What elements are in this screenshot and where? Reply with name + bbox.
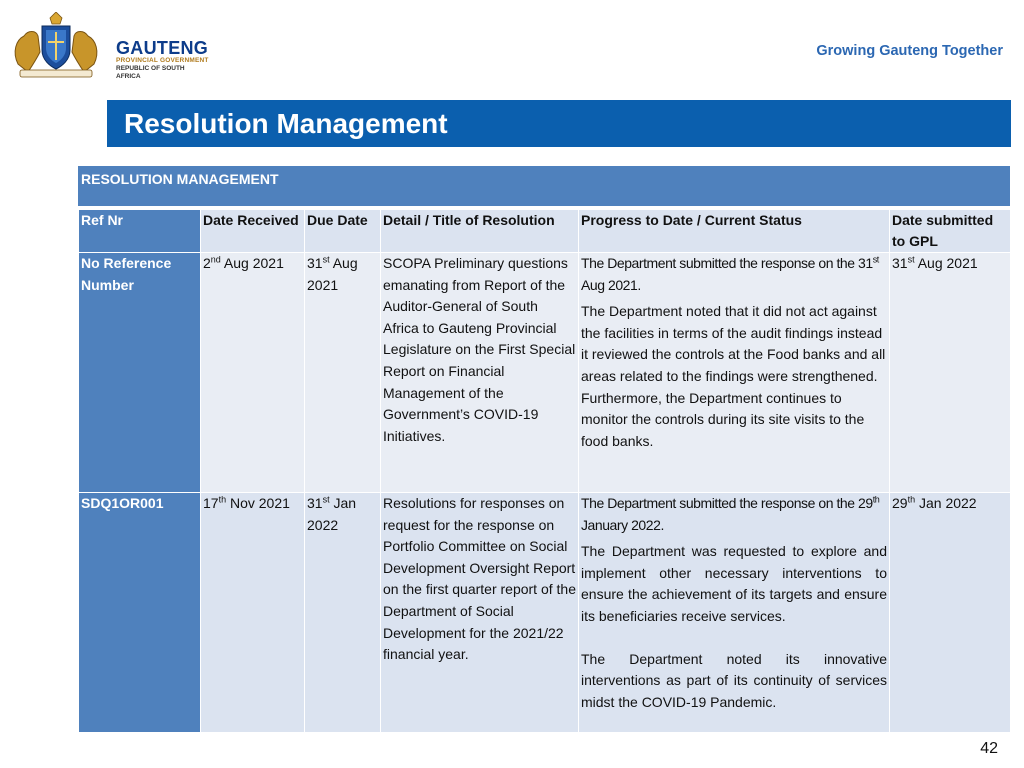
table-row [79, 493, 1011, 733]
table-row [79, 253, 1011, 493]
due-date-cell: 31st Aug 2021 [305, 253, 381, 493]
government-name [116, 39, 210, 81]
table-section-header [78, 166, 1010, 209]
due-date-cell: 31st Jan 2022 [305, 493, 381, 733]
date-received-cell: 2nd Aug 2021 [201, 253, 305, 493]
tagline: Growing Gauteng Together [816, 43, 1003, 59]
col-due-date: Due Date [305, 210, 381, 253]
resolution-grid [78, 209, 1011, 733]
col-ref: Ref Nr [79, 210, 201, 253]
ref-cell: SDQ1OR001 [79, 493, 201, 733]
progress-para-1: The Department submitted the response on the 29th January 2022. [581, 494, 880, 533]
detail-cell: Resolutions for responses on request for the response on Portfolio Committee on Social Development Oversight Report on the first quarter report of the Department of Social Development for the 2021/22 financial year. [381, 493, 579, 733]
col-date-received: Date Received [201, 210, 305, 253]
coat-of-arms-icon [10, 12, 102, 78]
header-row [79, 210, 1011, 253]
section-title: RESOLUTION MANAGEMENT [81, 171, 279, 187]
progress-cell [579, 493, 890, 733]
progress-para-2: The Department noted that it did not act against the facilities in terms of the audit findings instead it reviewed the controls at the Food banks and all areas related to the findings were strengthened. Furthermore, the Department continues to monitor the controls during its site visits to the food banks. [581, 303, 886, 449]
progress-para-2: The Department was requested to explore and implement other necessary interventions to ensure the achievement of its targets and ensure its beneficiaries receive services. [581, 543, 887, 624]
gov-name-main: GAUTENG [116, 38, 209, 58]
col-date-submitted: Date submitted to GPL [890, 210, 1011, 253]
progress-para-1: The Department submitted the response on the 31st Aug 2021. [581, 254, 879, 293]
gov-name-line2: REPUBLIC OF SOUTH AFRICA [116, 65, 185, 80]
progress-para-3: The Department noted its innovative interventions as part of its continuity of services midst the COVID-19 Pandemic. [581, 650, 887, 710]
col-detail: Detail / Title of Resolution [381, 210, 579, 253]
page-number: 42 [980, 740, 998, 757]
page-title: Resolution Management [124, 108, 448, 139]
progress-cell [579, 253, 890, 493]
detail-cell: SCOPA Preliminary questions emanating from Report of the Auditor-General of South Africa to Gauteng Provincial Legislature on the First Special Report on Financial Management of the Government’s COVID-19 Initiatives. [381, 253, 579, 493]
title-bar [107, 100, 1011, 147]
gauteng-logo [10, 12, 210, 80]
date-received-cell: 17th Nov 2021 [201, 493, 305, 733]
col-progress: Progress to Date / Current Status [579, 210, 890, 253]
resolution-table [78, 166, 1010, 710]
gov-name-line1: PROVINCIAL GOVERNMENT [116, 57, 209, 64]
ref-cell: No Reference Number [79, 253, 201, 493]
date-submitted-cell: 29th Jan 2022 [890, 493, 1011, 733]
date-submitted-cell: 31st Aug 2021 [890, 253, 1011, 493]
